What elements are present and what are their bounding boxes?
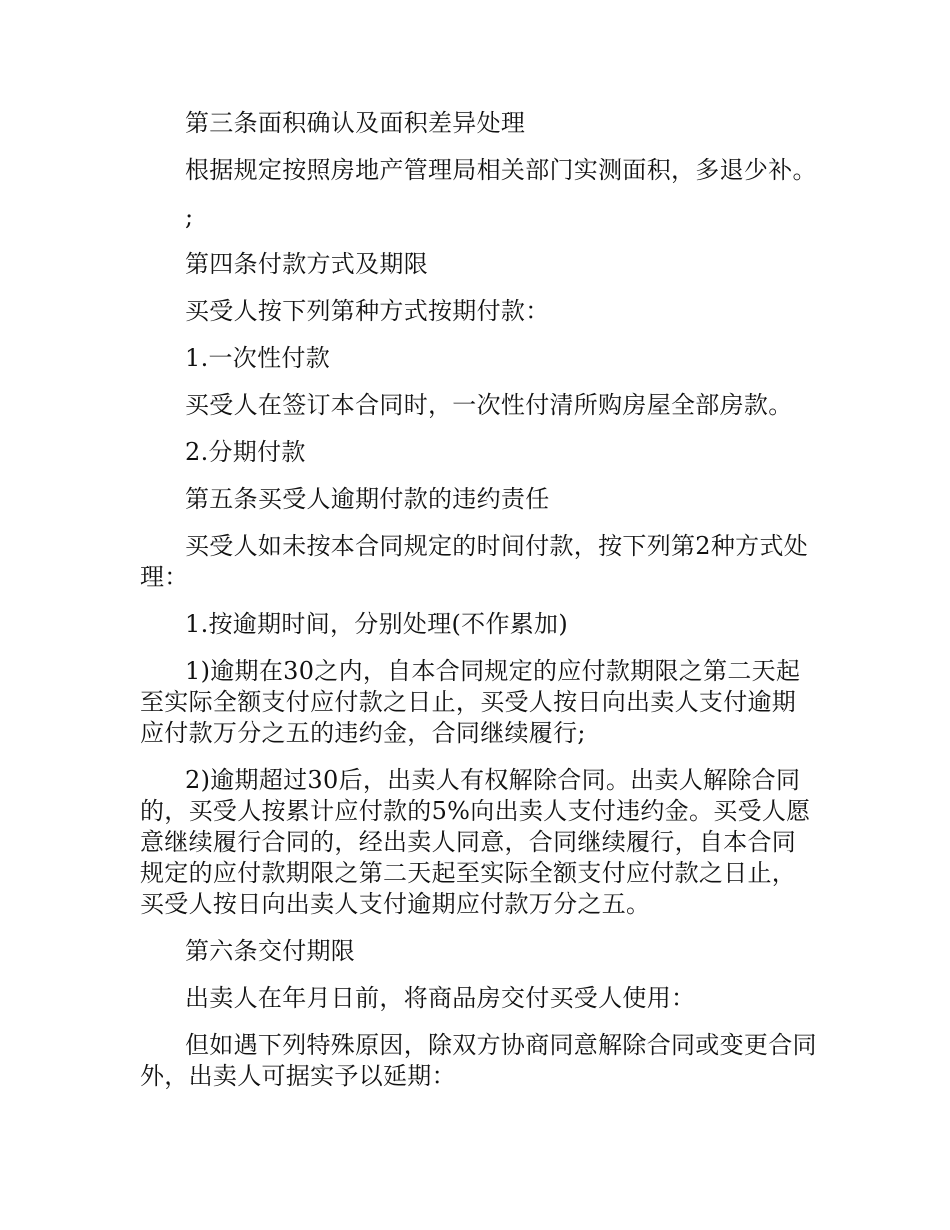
heading-article-4: 第四条付款方式及期限 (185, 250, 428, 278)
paragraph-lump-sum-detail: 买受人在签订本合同时，一次性付清所购房屋全部房款。 (185, 391, 793, 419)
paragraph-semicolon: ; (185, 203, 194, 231)
list-item-installment: 2.分期付款 (185, 438, 306, 466)
paragraph-area-rule: 根据规定按照房地产管理局相关部门实测面积，多退少补。 (185, 156, 817, 184)
list-item-by-overdue-time: 1.按逾期时间，分别处理(不作累加) (185, 610, 569, 638)
list-item-lump-sum: 1.一次性付款 (185, 344, 330, 372)
document-body (140, 108, 820, 1108)
paragraph-overdue-within-30: 1)逾期在30之内，自本合同规定的应付款期限之第二天起至实际全额支付应付款之日止，买受人按日向出卖人支付逾期应付款万分之五的违约金，合同继续履行; (140, 657, 801, 747)
paragraph-delay-exceptions: 但如遇下列特殊原因，除双方协商同意解除合同或变更合同外，出卖人可据实予以延期： (140, 1031, 817, 1090)
paragraph-payment-method: 买受人按下列第种方式按期付款： (185, 297, 550, 325)
paragraph-delivery-date: 出卖人在年月日前，将商品房交付买受人使用： (185, 984, 696, 1012)
heading-article-5: 第五条买受人逾期付款的违约责任 (185, 485, 550, 513)
heading-article-3: 第三条面积确认及面积差异处理 (185, 109, 526, 137)
heading-article-6: 第六条交付期限 (185, 937, 356, 965)
paragraph-overdue-over-30: 2)逾期超过30后，出卖人有权解除合同。出卖人解除合同的，买受人按累计应付款的5%向出卖人支付违约金。买受人愿意继续履行合同的，经出卖人同意，合同继续履行，自本合同规定的应付款期限之第二天起至实际全额支付应付款之日止，买受人按日向出卖人支付逾期应付款万分之五。 (140, 766, 811, 918)
paragraph-late-payment: 买受人如未按本合同规定的时间付款，按下列第2种方式处理： (140, 532, 809, 591)
